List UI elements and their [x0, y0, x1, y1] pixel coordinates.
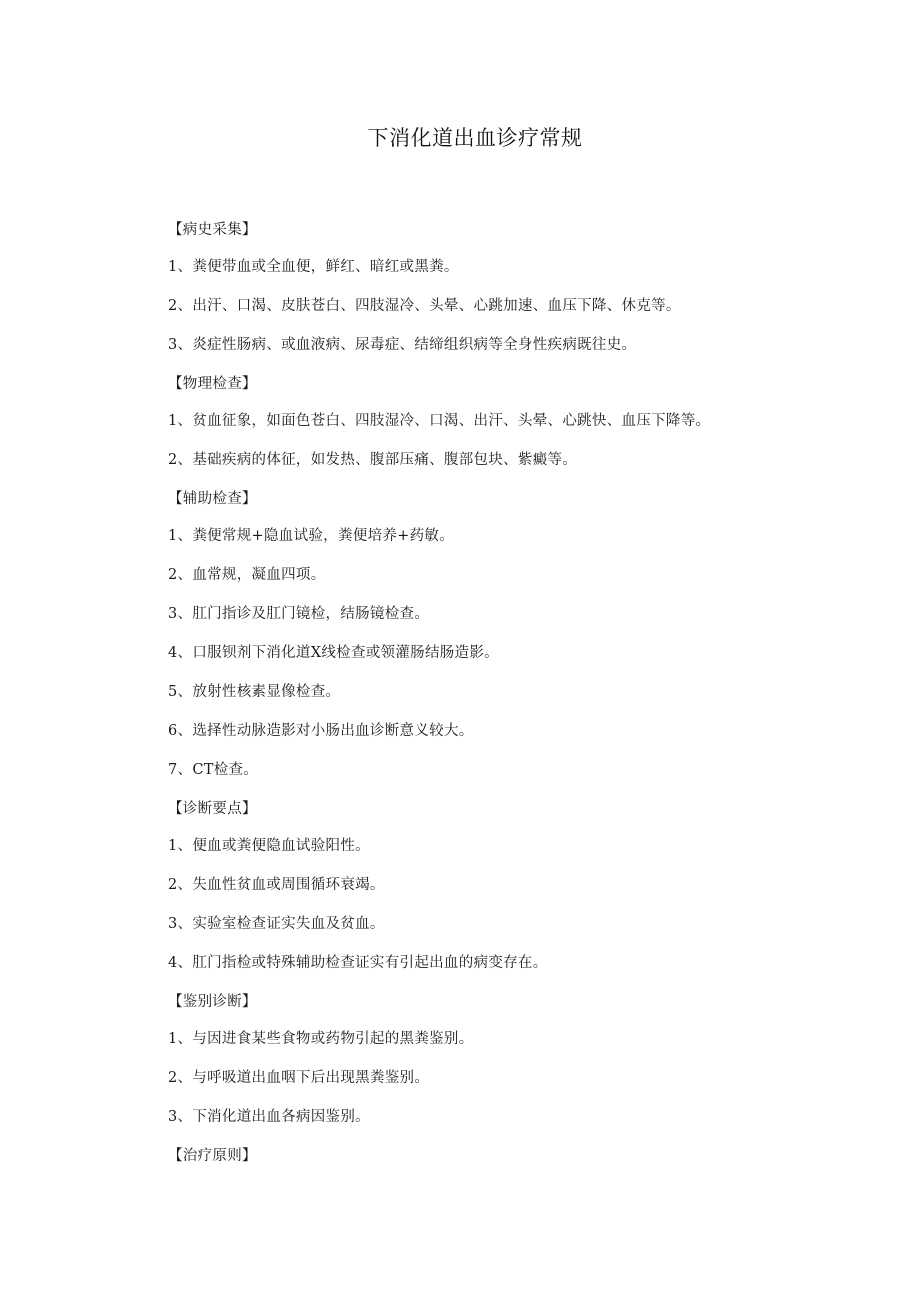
section-heading: 【治疗原则】 — [168, 1148, 257, 1164]
list-item: 2、失血性贫血或周围循环衰竭。 — [168, 877, 385, 893]
list-item: 5、放射性核素显像检查。 — [168, 684, 341, 700]
list-item: 4、口服钡剂下消化道X线检查或领灌肠结肠造影。 — [168, 645, 499, 661]
document-title: 下消化道出血诊疗常规 — [367, 126, 583, 150]
section-heading: 【诊断要点】 — [168, 801, 257, 817]
list-item: 6、选择性动脉造影对小肠出血诊断意义较大。 — [168, 723, 474, 739]
list-item: 3、实验室检查证实失血及贫血。 — [168, 916, 385, 932]
list-item: 2、出汗、口渴、皮肤苍白、四肢湿冷、头晕、心跳加速、血压下降、休克等。 — [168, 298, 681, 314]
section-heading: 【物理检查】 — [168, 376, 257, 392]
list-item: 2、血常规，凝血四项。 — [168, 567, 326, 583]
list-item: 1、粪便常规+隐血试验，粪便培养+药敏。 — [168, 528, 455, 544]
list-item: 3、肛门指诊及肛门镜检，结肠镜检查。 — [168, 606, 430, 622]
list-item: 1、贫血征象，如面色苍白、四肢湿冷、口渴、出汗、头晕、心跳快、血压下降等。 — [168, 413, 711, 429]
list-item: 1、便血或粪便隐血试验阳性。 — [168, 838, 370, 854]
section-heading: 【鉴别诊断】 — [168, 994, 257, 1010]
document-body — [168, 219, 868, 1182]
section-heading: 【病史采集】 — [168, 222, 257, 238]
list-item: 4、肛门指检或特殊辅助检查证实有引起出血的病变存在。 — [168, 955, 548, 971]
list-item: 3、下消化道出血各病因鉴别。 — [168, 1109, 370, 1125]
list-item: 7、CT检查。 — [168, 762, 259, 778]
list-item: 2、与呼吸道出血咽下后出现黑粪鉴别。 — [168, 1070, 430, 1086]
list-item: 2、基础疾病的体征，如发热、腹部压痛、腹部包块、紫癜等。 — [168, 452, 578, 468]
list-item: 1、与因进食某些食物或药物引起的黑粪鉴别。 — [168, 1031, 474, 1047]
section-heading: 【辅助检查】 — [168, 491, 257, 507]
list-item: 3、炎症性肠病、或血液病、尿毒症、结缔组织病等全身性疾病既往史。 — [168, 337, 637, 353]
list-item: 1、粪便带血或全血便，鲜红、暗红或黑粪。 — [168, 259, 459, 275]
